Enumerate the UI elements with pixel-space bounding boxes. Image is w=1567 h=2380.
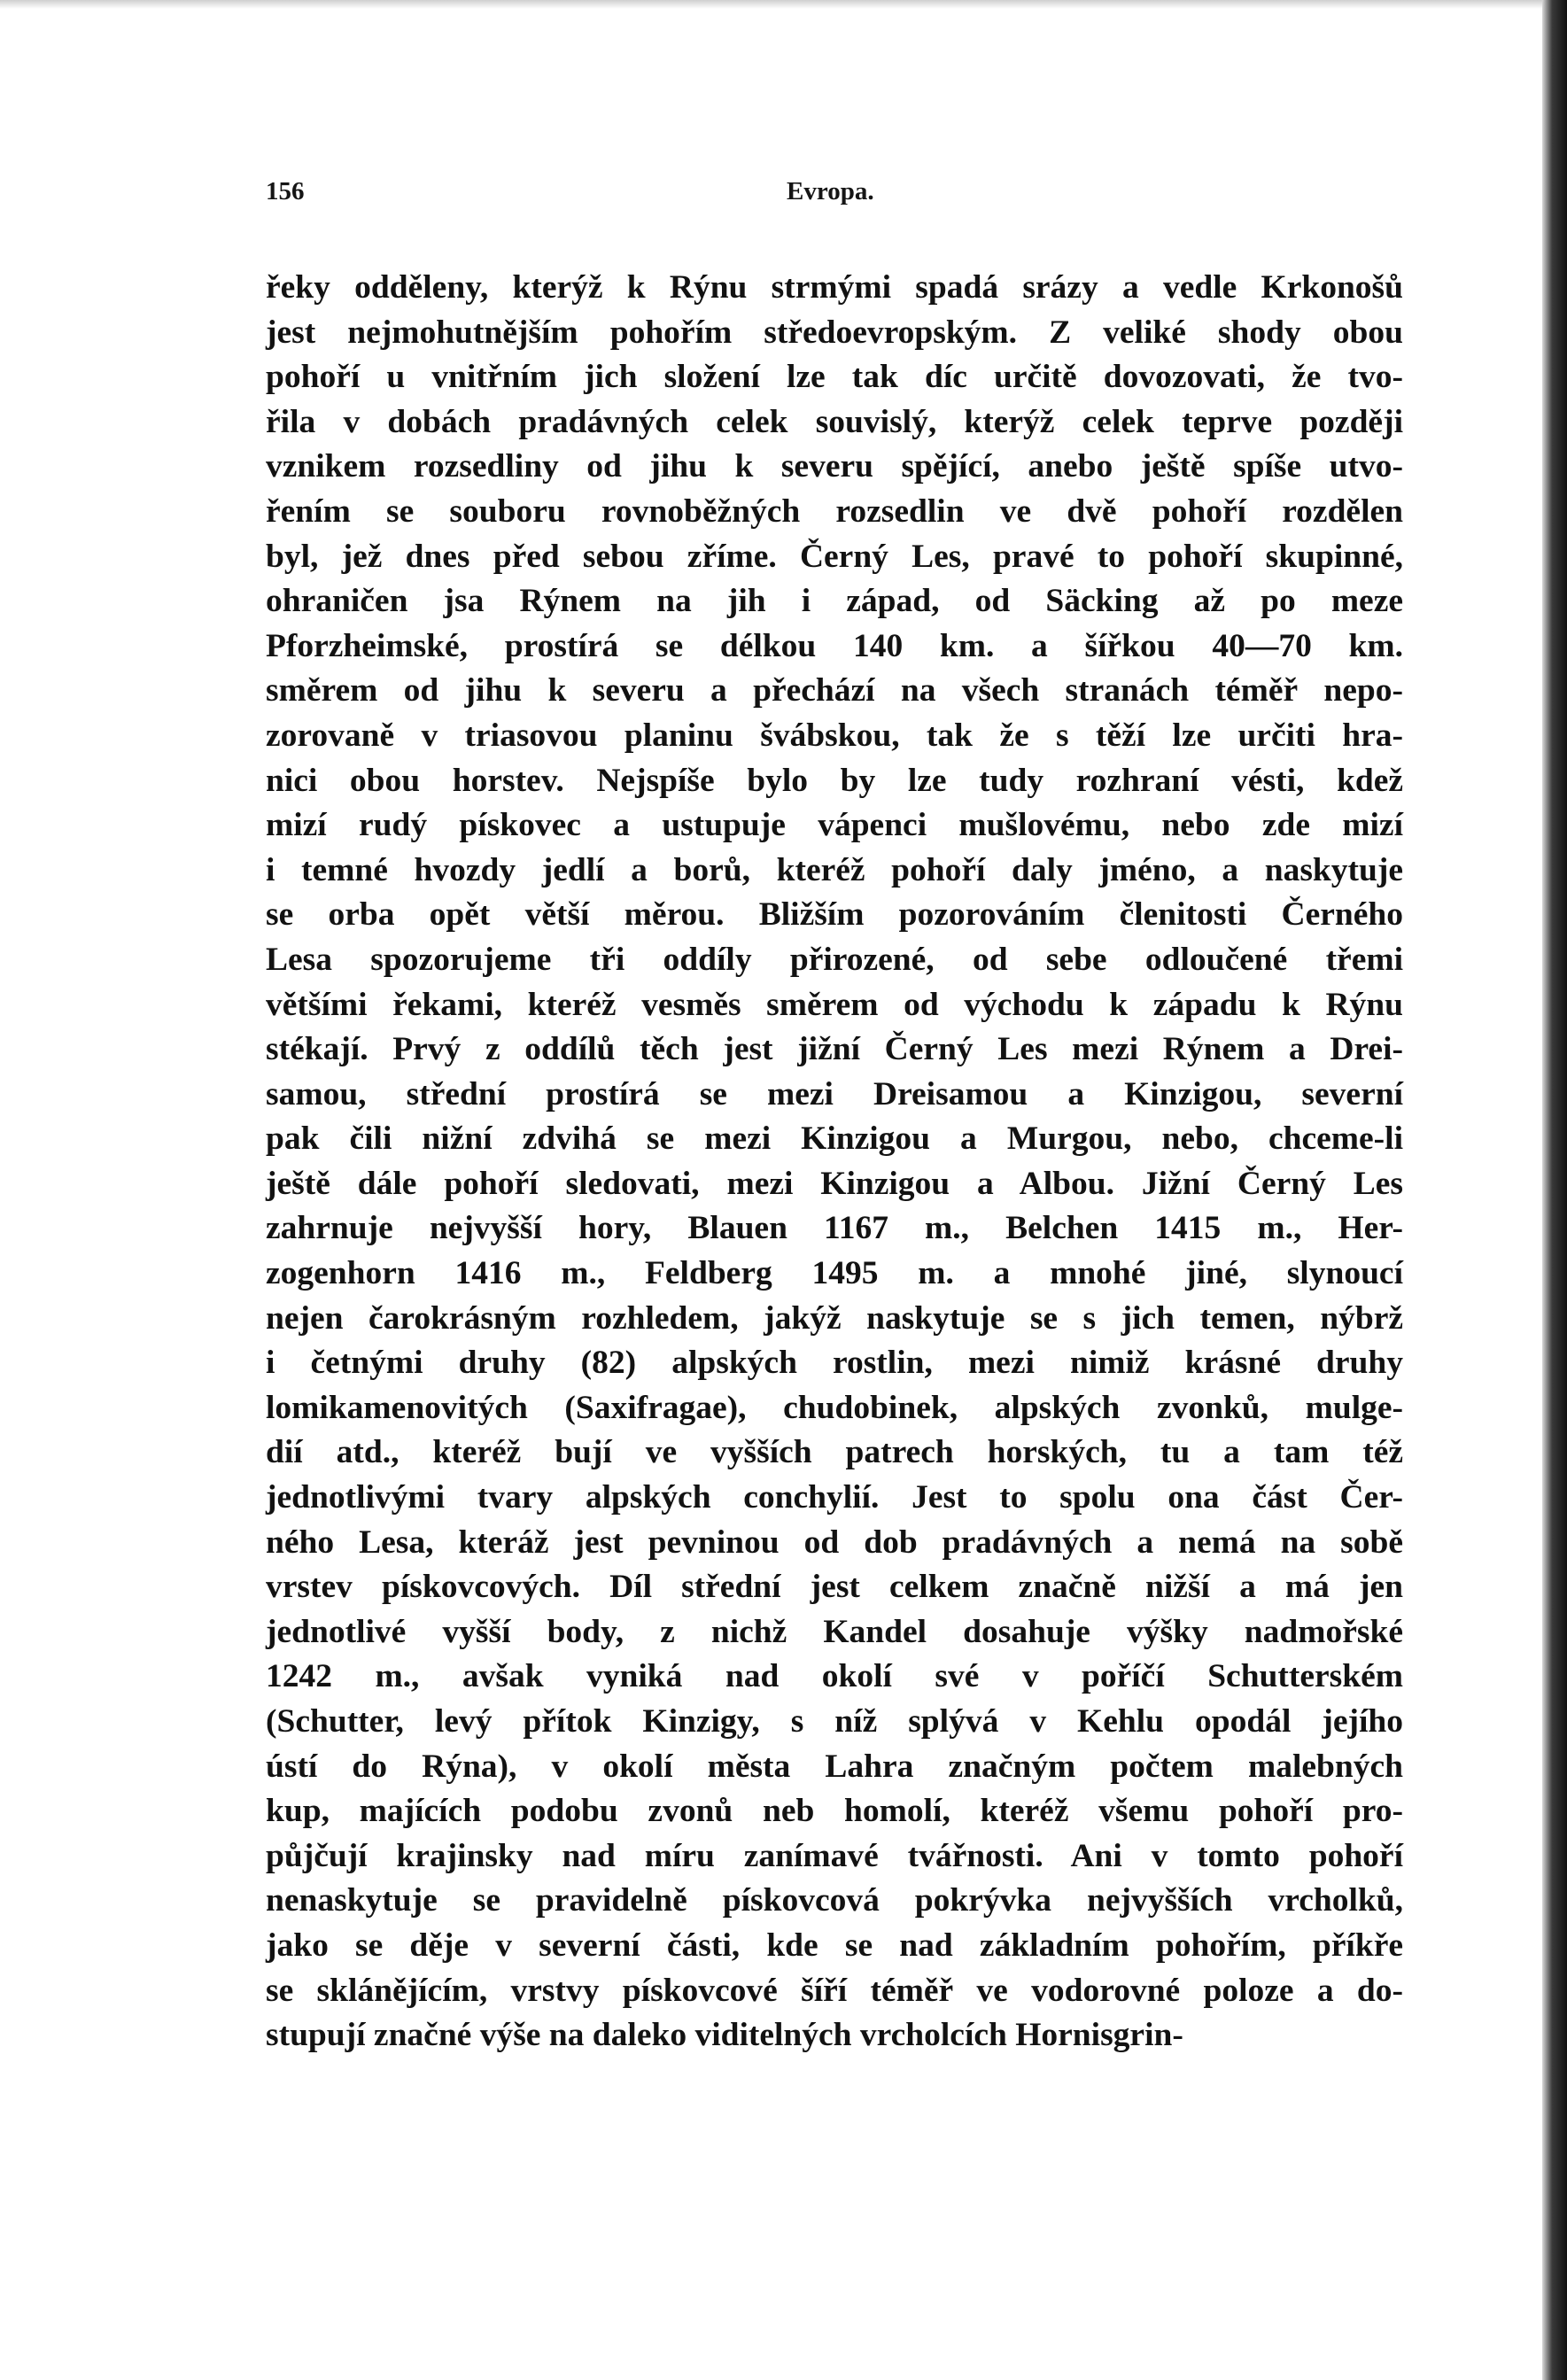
- text-line: ohraničen jsa Rýnem na jih i západ, od Säcking až po meze: [266, 583, 1403, 620]
- text-line: nenaskytuje se pravidelně pískovcová pokrývka nejvyšších vrcholků,: [266, 1882, 1403, 1919]
- text-line: zogenhorn 1416 m., Feldberg 1495 m. a mnohé jiné, slynoucí: [266, 1255, 1403, 1292]
- text-line: Pforzheimské, prostírá se délkou 140 km. a šířkou 40—70 km.: [266, 627, 1403, 664]
- text-line: pak čili nižní zdvihá se mezi Kinzigou a Murgou, nebo, chceme-li: [266, 1120, 1403, 1158]
- text-line: zorovaně v triasovou planinu švábskou, tak že s těží lze určiti hra-: [266, 717, 1403, 754]
- running-head: Evropa.: [787, 177, 874, 205]
- text-line: zahrnuje nejvyšší hory, Blauen 1167 m., Belchen 1415 m., Her-: [266, 1210, 1403, 1247]
- text-line: většími řekami, kteréž vesměs směrem od východu k západu k Rýnu: [266, 986, 1403, 1023]
- body-text: [266, 266, 1403, 2058]
- text-line: půjčují krajinsky nad míru zanímavé tvářnosti. Ani v tomto pohoří: [266, 1837, 1403, 1874]
- text-line: nejen čarokrásným rozhledem, jakýž naskytuje se s jich temen, nýbrž: [266, 1299, 1403, 1337]
- text-line: nici obou horstev. Nejspíše bylo by lze tudy rozhraní vésti, kdež: [266, 762, 1403, 799]
- binding-edge-shadow: [1542, 0, 1567, 2380]
- text-line: jest nejmohutnějším pohořím středoevropským. Z veliké shody obou: [266, 314, 1403, 351]
- text-line: jako se děje v severní části, kde se nad základním pohořím, příkře: [266, 1926, 1403, 1964]
- text-line: směrem od jihu k severu a přechází na všech stranách téměř nepo-: [266, 672, 1403, 709]
- text-line: mizí rudý pískovec a ustupuje vápenci mušlovému, nebo zde mizí: [266, 807, 1403, 844]
- text-line: pohoří u vnitřním jich složení lze tak díc určitě dovozovati, že tvo-: [266, 359, 1403, 396]
- text-line: se sklánějícím, vrstvy pískovcové šíří téměř ve vodorovné poloze a do-: [266, 1972, 1403, 2009]
- text-line: 1242 m., avšak vyniká nad okolí své v poříčí Schutterském: [266, 1658, 1403, 1695]
- text-line: vrstev pískovcových. Díl střední jest celkem značně nižší a má jen: [266, 1569, 1403, 1606]
- text-line: i temné hvozdy jedlí a borů, kteréž pohoří daly jméno, a naskytuje: [266, 851, 1403, 888]
- text-line: dií atd., kteréž bují ve vyšších patrech horských, tu a tam též: [266, 1434, 1403, 1471]
- text-line: Lesa spozorujeme tři oddíly přirozené, od sebe odloučené třemi: [266, 941, 1403, 978]
- scan-top-shadow: [0, 0, 1567, 9]
- text-line: (Schutter, levý přítok Kinzigy, s níž splývá v Kehlu opodál jejího: [266, 1703, 1403, 1740]
- text-line: kup, majících podobu zvonů neb homolí, kteréž všemu pohoří pro-: [266, 1793, 1403, 1830]
- text-line: vznikem rozsedliny od jihu k severu spějící, anebo ještě spíše utvo-: [266, 448, 1403, 485]
- text-line: se orba opět větší měrou. Bližším pozorováním členitosti Černého: [266, 896, 1403, 934]
- page-header: [266, 177, 1400, 221]
- text-line: jednotlivými tvary alpských conchylií. Jest to spolu ona část Čer-: [266, 1479, 1403, 1516]
- text-line: ústí do Rýna), v okolí města Lahra značným počtem malebných: [266, 1748, 1403, 1785]
- text-line: byl, jež dnes před sebou zříme. Černý Les, pravé to pohoří skupinné,: [266, 538, 1403, 575]
- text-line: i četnými druhy (82) alpských rostlin, mezi nimiž krásné druhy: [266, 1345, 1403, 1382]
- text-line: stékají. Prvý z oddílů těch jest jižní Černý Les mezi Rýnem a Drei-: [266, 1031, 1403, 1068]
- page-number: 156: [266, 177, 305, 205]
- text-line: jednotlivé vyšší body, z nichž Kandel dosahuje výšky nadmořské: [266, 1613, 1403, 1650]
- text-line: řením se souboru rovnoběžných rozsedlin ve dvě pohoří rozdělen: [266, 492, 1403, 530]
- text-line: samou, střední prostírá se mezi Dreisamou a Kinzigou, severní: [266, 1075, 1403, 1112]
- text-line: lomikamenovitých (Saxifragae), chudobinek, alpských zvonků, mulge-: [266, 1389, 1403, 1426]
- text-line: řeky odděleny, kterýž k Rýnu strmými spadá srázy a vedle Krkonošů: [266, 269, 1403, 306]
- text-line: ještě dále pohoří sledovati, mezi Kinzigou a Albou. Jižní Černý Les: [266, 1165, 1403, 1202]
- text-line: stupují značné výše na daleko viditelných vrcholcích Hornisgrin-: [266, 2017, 1183, 2054]
- text-line: ného Lesa, kteráž jest pevninou od dob pradávných a nemá na sobě: [266, 1523, 1403, 1561]
- text-line: řila v dobách pradávných celek souvislý, kterýž celek teprve později: [266, 403, 1403, 440]
